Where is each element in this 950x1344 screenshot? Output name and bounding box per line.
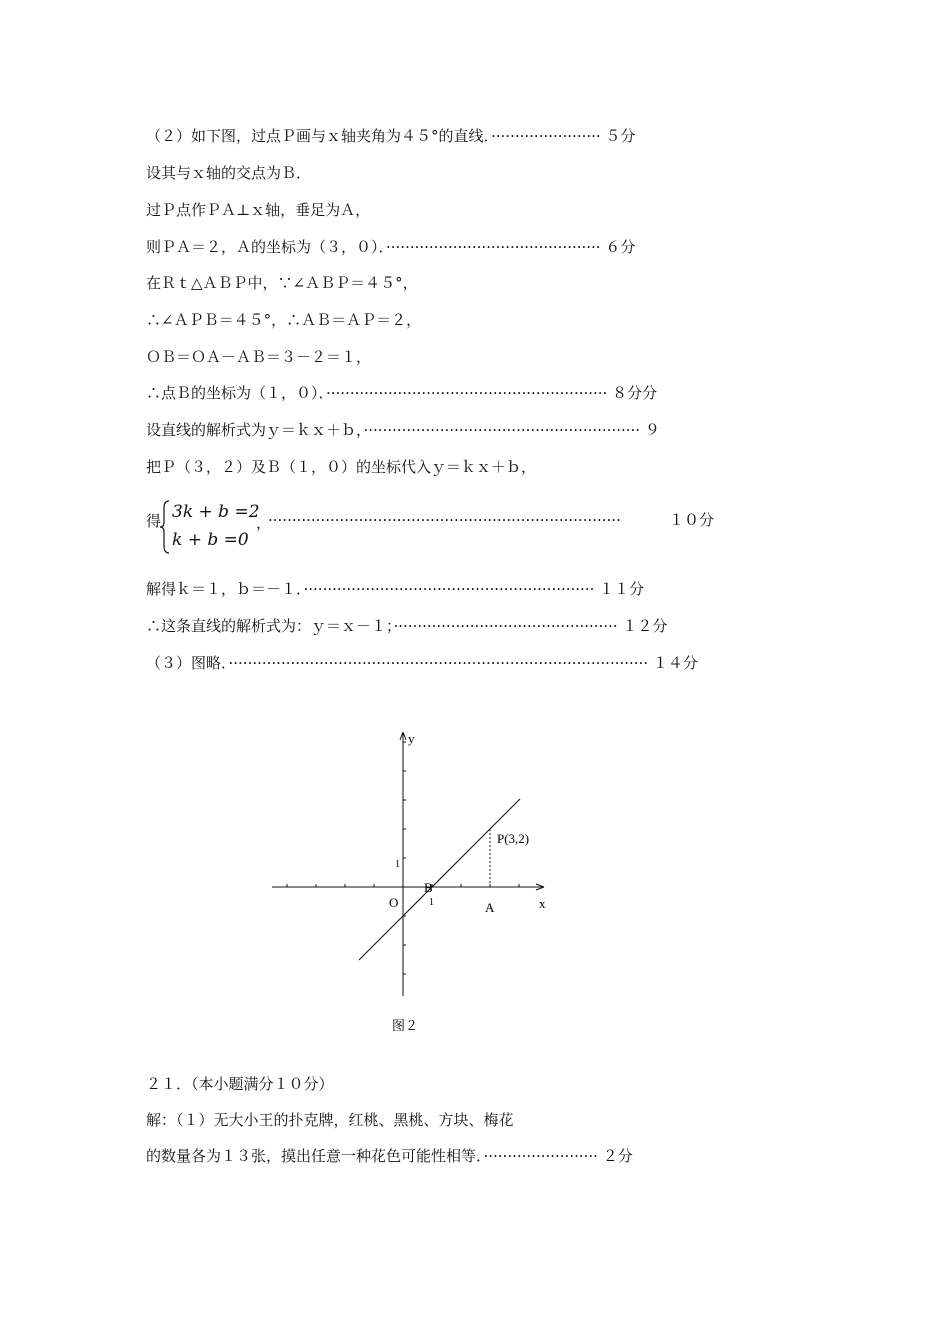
x-tick-label: 1 [429, 897, 434, 908]
point-b-label: B [424, 880, 433, 895]
x-axis-label: x [539, 896, 546, 911]
solution-line-10: 把Ｐ（３，２）及Ｂ（１，０）的坐标代入ｙ＝ｋｘ＋ｂ， [146, 458, 537, 476]
solution-line-1: （２）如下图，过点Ｐ画与ｘ轴夹角为４５°的直线．······················· ５分 [146, 127, 636, 145]
system-comma: ， [256, 514, 272, 532]
solution-line-6: ∴∠ＡＰＢ＝４５°，∴ＡＢ＝ＡＰ＝２， [146, 311, 422, 329]
y-axis-label: y [408, 731, 415, 746]
solution-line-7: ＯＢ＝ＯＡ－ＡＢ＝３－２＝１， [146, 348, 372, 366]
y-tick-label: 1 [395, 859, 400, 870]
system-lead: 得 [146, 512, 162, 530]
solution-line-5: 在Ｒｔ△ＡＢＰ中，∵∠ＡＢＰ＝４５°， [146, 274, 418, 292]
solution-line-13: （３）图略．························································································ １４分 [146, 654, 698, 672]
figure-caption: 图２ [392, 1018, 419, 1033]
solution-line-3: 过Ｐ点作ＰＡ⊥ｘ轴，垂足为Ａ， [146, 201, 371, 219]
solution-line-4: 则ＰＡ＝２，Ａ的坐标为（３，０）．············································· ６分 [146, 238, 636, 256]
solution-line-11: 解得ｋ＝１，ｂ＝－１．····························································· １１分 [146, 580, 645, 598]
equation-2: k + b =0 [172, 530, 249, 550]
system-score: １０分 [669, 511, 715, 529]
system-dots: ·········································································· [268, 511, 621, 529]
origin-label: O [389, 895, 399, 910]
solution-line-9: 设直线的解析式为ｙ＝ｋｘ＋ｂ，·························································· ９ [146, 421, 660, 439]
point-a-label: A [485, 900, 495, 915]
line-y-eq-x-minus-1 [359, 799, 520, 960]
equation-1: 3k + b =2 [172, 502, 260, 522]
solution-line-12: ∴这条直线的解析式为：ｙ＝ｘ－１；··············································· １２分 [146, 617, 668, 635]
problem-21-heading: ２１．（本小题满分１０分） [146, 1075, 334, 1093]
point-p-label: P(3,2) [497, 831, 530, 846]
problem-21-line-1: 解：（１）无大小王的扑克牌，红桃、黑桃、方块、梅花 [146, 1111, 514, 1129]
solution-line-2: 设其与ｘ轴的交点为Ｂ． [146, 164, 312, 182]
solution-line-8: ∴点Ｂ的坐标为（１，０）．··························································· ８分分 [146, 384, 658, 402]
problem-21-line-2: 的数量各为１３张，摸出任意一种花色可能性相等．························ ２分 [146, 1147, 633, 1165]
